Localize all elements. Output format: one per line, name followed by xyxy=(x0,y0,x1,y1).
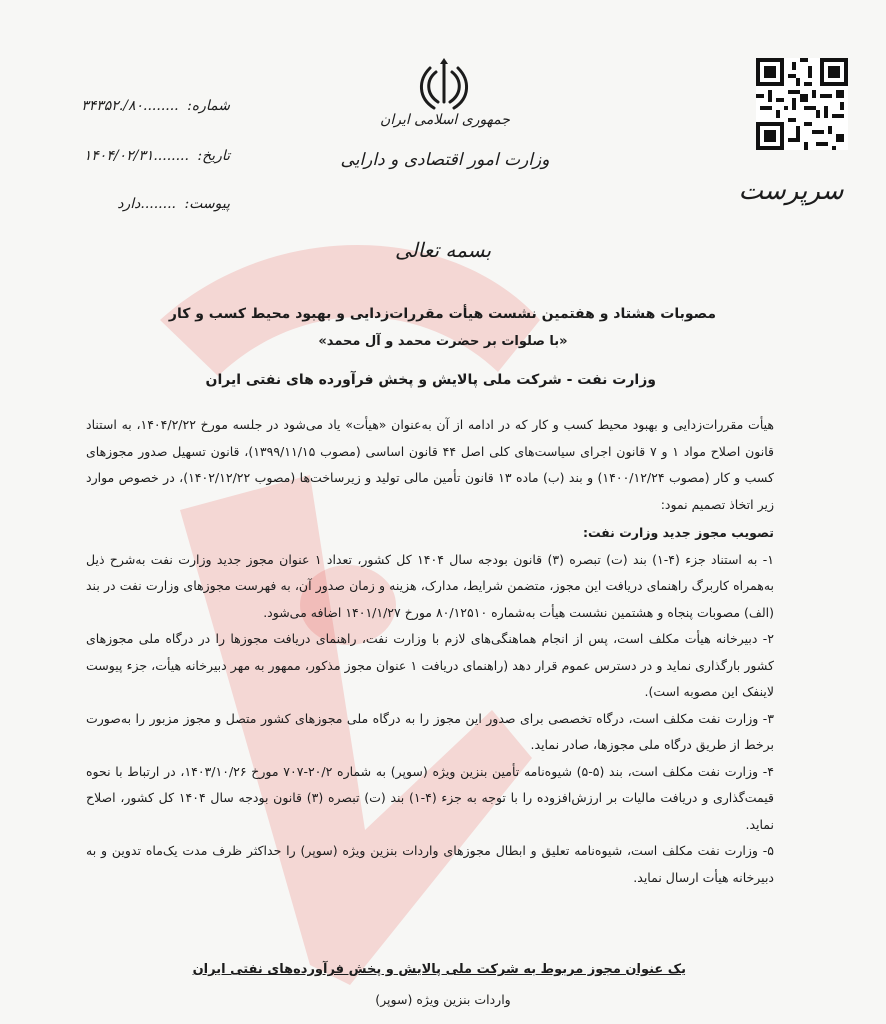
ministry-title: وزارت امور اقتصادی و دارایی xyxy=(340,150,550,170)
sarposht-caption: سرپرست xyxy=(738,176,844,206)
item-2: ۲- دبیرخانه هیأت مکلف است، پس از انجام هماهنگی‌های لازم با وزارت نفت، راهنمای دریافت مجوزها را در درگاه ملی مجوزهای کشور بارگذاری نماید و در دسترس عموم قرار دهد (راهنمای دریافت ۱ عنوان مجوز مذکور، ممهور به مهر دبیرخانه هیأت، جزء پیوست لاینفک این مصوبه است). xyxy=(86,631,774,699)
letter-number-label: شماره: xyxy=(187,98,230,114)
item-3: ۳- وزارت نفت مکلف است، درگاه تخصصی برای صدور این مجوز را به درگاه ملی مجوزهای کشور متصل و مجوز مزبور را به‌صورت برخط از طریق درگاه ملی مجوزها، صادر نماید. xyxy=(86,710,774,752)
letter-date-value: ........۱۴۰۴/۰۲/۳۱ xyxy=(83,148,189,164)
item-4: ۴- وزارت نفت مکلف است، بند (۵-۵) شیوه‌نامه تأمین بنزین ویژه (سوپر) به شماره ۲۰/۲-۷۰۷ مورخ ۱۴۰۳/۱۰/۲۶، در ارتباط با نحوه قیمت‌گذاری و دریافت مالیات بر ارزش‌افزوده را با توجه به جزء (۴-۱) بند (ت) تبصره (۳) قانون بودجه سال ۱۴۰۴ کل کشور، اصلاح نماید. xyxy=(86,763,774,832)
section-title: تصویب مجوز جدید وزارت نفت: xyxy=(582,525,774,540)
letter-number-value: ........۸۰/.۳۴۳۵۲ xyxy=(81,98,179,114)
intro-paragraph: هیأت مقررات‌زدایی و بهبود محیط کسب و کار که در ادامه از آن به‌عنوان «هیأت» یاد می‌شود در جلسه مورخ ۱۴۰۴/۲/۲۲، به استناد قانون اصلاح مواد ۱ و ۷ قانون اجرای سیاست‌های کلی اصل ۴۴ قانون اساسی (مصوب ۱۳۹۹/۱۱/۱۵)، قانون تسهیل صدور مجوزهای کسب و کار (مصوب ۱۴۰۰/۱۲/۲۴) و بند (ب) ماده ۱۳ قانون تأمین مالی تولید و زیرساخت‌ها (مصوب ۱۴۰۲/۱۲/۲۲)، در خصوص موارد زیر اتخاذ تصمیم نمود: xyxy=(86,417,774,512)
license-box-title: یک عنوان مجوز مربوط به شرکت ملی پالایش و پخش فرآورده‌های نفتی ایران xyxy=(192,962,686,977)
letter-attachment-row xyxy=(30,196,230,212)
iran-emblem-icon xyxy=(418,58,470,114)
gov-title: جمهوری اسلامی ایران xyxy=(380,112,510,128)
letter-attachment-label: پیوست: xyxy=(184,196,230,212)
resolution-body xyxy=(86,412,774,891)
letter-attachment-value: ........دارد xyxy=(117,196,176,212)
item-5: ۵- وزارت نفت مکلف است، شیوه‌نامه تعلیق و ابطال مجوزهای واردات بنزین ویژه (سوپر) را حداکثر ظرف مدت یک‌ماه تدوین و به دبیرخانه هیأت ارسال نماید. xyxy=(86,843,774,885)
letter-date-row xyxy=(30,148,230,164)
bismillah: بسمه تعالی xyxy=(394,238,492,262)
organization-title: وزارت نفت - شرکت ملی پالایش و پخش فرآورده های نفتی ایران xyxy=(205,372,656,388)
salawat-line: «با صلوات بر حضرت محمد و آل محمد» xyxy=(318,334,568,349)
item-1: ۱- به استناد جزء (۴-۱) بند (ت) تبصره (۳) قانون بودجه سال ۱۴۰۴ کل کشور، تعداد ۱ عنوان مجوز جدید وزارت نفت به‌شرح ذیل به‌همراه کاربرگ راهنمای دریافت این مجوز، متضمن شرایط، مدارک، هزینه و زمان صدور آن، به فهرست مجوزهای وزارت نفت در بند (الف) مصوبات پنجاه و هشتمین نشست هیأت به‌شماره ۸۰/۱۲۵۱۰ مورخ ۱۴۰۱/۱/۲۷ اضافه می‌شود. xyxy=(86,551,774,620)
resolution-title: مصوبات هشتاد و هفتمین نشست هیأت مقررات‌زدایی و بهبود محیط کسب و کار xyxy=(168,306,717,322)
qr-code xyxy=(756,58,848,150)
license-box-item: واردات بنزین ویژه (سوپر) xyxy=(375,992,511,1007)
letter-date-label: تاریخ: xyxy=(197,148,230,164)
letter-number-row xyxy=(30,98,230,114)
